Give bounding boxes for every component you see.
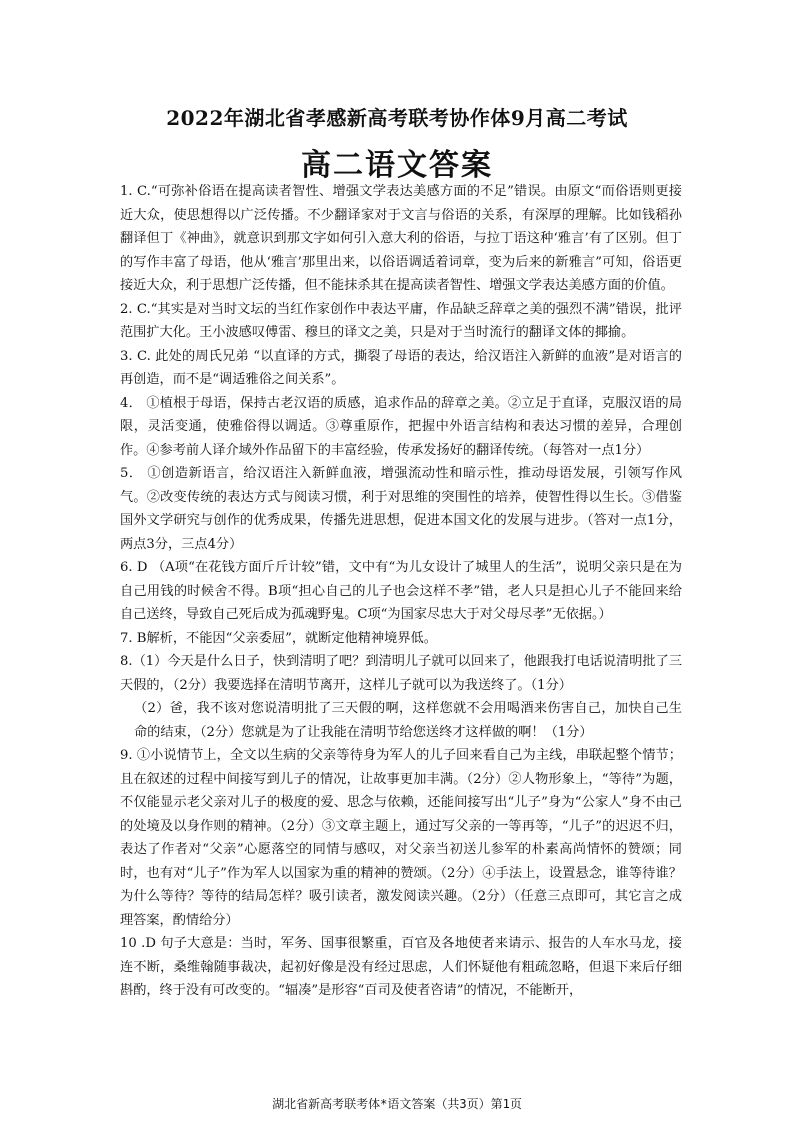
answer-item-2: 2. C.“其实是对当时文坛的当红作家创作中表达平庸，作品缺乏辞章之美的强烈不满”错误，批评范围扩大化。王小波感叹傅雷、穆旦的译文之美，只是对于当时流行的翻译文体的揶揄。 [120, 301, 682, 340]
page-footer: 湖北省新高考联考体*语文答案（共3页）第1页 [272, 1097, 522, 1111]
answer-item-8-part-1: 8.（1）今天是什么日子，快到清明了吧？到清明儿子就可以回来了，他跟我打电话说清明批了三天假的，（2分）我要选择在清明节离开，这样儿子就可以为我送终了。（1分） [120, 654, 682, 693]
answer-item-5: 5． ①创造新语言，给汉语注入新鲜血液，增强流动性和暗示性，推动母语发展，引领写作风气。②改变传统的表达方式与阅读习惯，利于对思维的突围性的培养，使智性得以生长。③借鉴国外文学研究与创作的优秀成果，传播先进思想，促进本国文化的发展与进步。（答对一点1分，两点3分，三点4分） [120, 466, 682, 552]
answer-heading: 高二语文答案 [301, 148, 493, 183]
answer-item-10: 10 .D 句子大意是：当时，军务、国事很繁重，百官及各地使者来请示、报告的人车水马龙，接连不断，桑维翰随事裁决，起初好像是没有经过思虑，人们怀疑他有粗疏忽略，但退下来后仔细斟酌，终于没有可改变的。“辐凑”是形容“百司及使者咨请”的情况，不能断开， [120, 936, 682, 998]
answer-item-1: 1. C.“可弥补俗语在提高读者智性、增强文学表达美感方面的不足”错误。由原文“而俗语则更接近大众，使思想得以广泛传播。不少翻译家对于文言与俗语的关系，有深厚的理解。比如钱稻孙翻译但丁《神曲》，就意识到那文字如何引入意大利的俗语，与拉丁语这种‘雅言’有了区别。但丁的写作丰富了母语，他从‘雅言’那里出来，以俗语调适着词章，变为后来的新雅言”可知，俗语更接近大众，利于思想广泛传播，但不能抹杀其在提高读者智性、增强文学表达美感方面的价值。 [120, 184, 682, 293]
answer-item-7: 7. B解析，不能因“父亲委屈”，就断定他精神境界低。 [120, 630, 437, 646]
answer-item-9: 9. ①小说情节上，全文以生病的父亲等待身为军人的儿子回来看自己为主线，串联起整个情节；且在叙述的过程中间接写到儿子的情况，让故事更加丰满。（2分）②人物形象上，“等待”为题，不仅能显示老父亲对儿子的极度的爱、思念与依赖，还能间接写出“儿子”身为“公家人”身不由己的处境及以身作则的精神。（2分）③文章主题上，通过写父亲的一等再等，“儿子”的迟迟不归，表达了作者对“父亲”心愿落空的同情与感叹，对父亲当初送儿参军的朴素高尚情怀的赞颂；同时，也有对“儿子”作为军人以国家为重的精神的赞颂。（2分）④手法上，设置悬念，谁等待谁？为什么等待？等待的结局怎样？吸引读者，激发阅读兴趣。（2分）（任意三点即可，其它言之成理答案，酌情给分） [120, 748, 682, 928]
answer-item-4: 4． ①植根于母语，保持古老汉语的质感，追求作品的辞章之美。②立足于直译，克服汉语的局限，灵活变通，使雅俗得以调适。③尊重原作，把握中外语言结构和表达习惯的差异，合理创作。④参考前人译介域外作品留下的丰富经验，传承发扬好的翻译传统。（每答对一点1分） [120, 395, 682, 458]
answer-item-8-part-2: （2）爸，我不该对您说清明批了三天假的啊，这样您就不会用喝酒来伤害自己，加快自己生命的结束，（2分）您就是为了让我能在清明节给您送终才这样做的啊！（1分） [134, 701, 682, 740]
answer-item-6: 6. D （A项“在花钱方面斤斤计较”错，文中有“为儿女设计了城里人的生活”，说明父亲只是在为自己用钱的时候舍不得。B项“担心自己的儿子也会这样不孝”错，老人只是担心儿子不能回来给自己送终，导致自己死后成为孤魂野鬼。C项“为国家尽忠大于对父母尽孝”无依据。） [120, 560, 682, 622]
answer-item-3: 3. C. 此处的周氏兄弟 “以直译的方式，撕裂了母语的表达，给汉语注入新鲜的血液”是对语言的再创造，而不是“调适雅俗之间关系”。 [120, 348, 682, 387]
exam-title: 2022年湖北省孝感新高考联考协作体9月高二考试 [166, 106, 628, 130]
answer-body [120, 180, 682, 1003]
